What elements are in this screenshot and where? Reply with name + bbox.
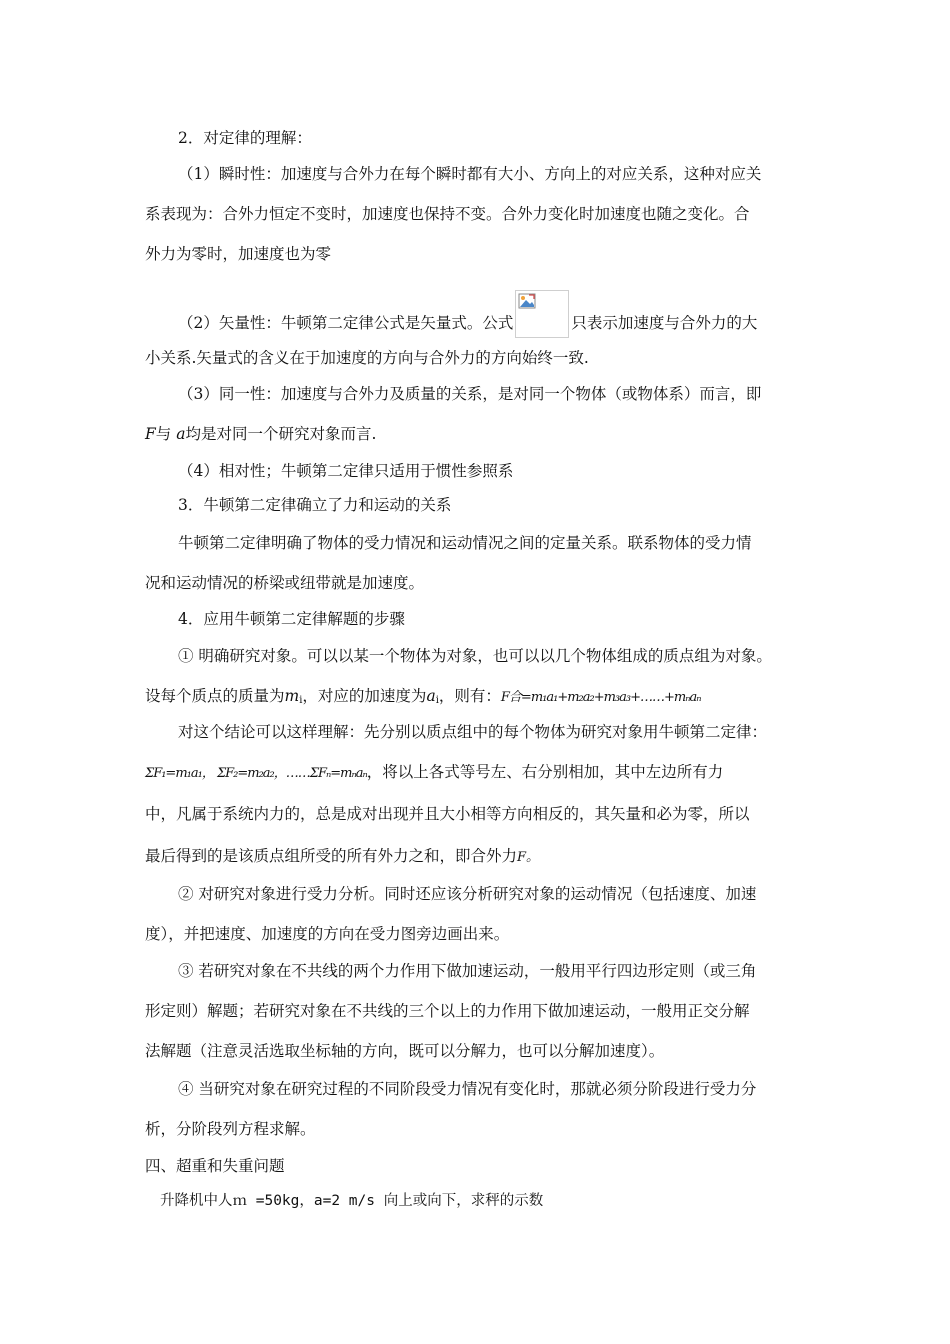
formula-sum-mass-acceleration: F合=m₁a₁+m₂a₂+m₃a₃+……+mₙaₙ [500, 690, 701, 705]
step4-line1: ④ 当研究对象在研究过程的不同阶段受力情况有变化时，那就必须分阶段进行受力分 [178, 1080, 757, 1098]
paragraph-identity-line1: （3）同一性：加速度与合外力及质量的关系，是对同一个物体（或物体系）而言，即 [178, 385, 762, 403]
identity-mid: 与 [155, 425, 172, 443]
explain-line4 [145, 846, 539, 868]
explain-line2-text: ，将以上各式等号左、右分别相加，其中左边所有力 [366, 763, 724, 781]
symbol-F-net: F。 [517, 850, 540, 865]
paragraph-vector-line2: 小关系.矢量式的含义在于加速度的方向与合外力的方向始终一致. [145, 349, 589, 367]
identity-rest: 均是对同一个研究对象而言. [185, 425, 377, 443]
broken-image-icon [518, 293, 536, 309]
step1-line2 [145, 686, 701, 711]
explain-line3: 中，凡属于系统内力的，总是成对出现并且大小相等方向相反的，其矢量和必为零，所以 [145, 805, 750, 823]
formula-image [515, 290, 569, 338]
explain-line4-text: 最后得到的是该质点组所受的所有外力之和，即合外力 [145, 847, 518, 865]
symbol-a: a [176, 425, 186, 443]
step3-line1: ③ 若研究对象在不共线的两个力作用下做加速运动，一般用平行四边形定则（或三角 [178, 962, 757, 980]
heading-overweight: 四、超重和失重问题 [145, 1157, 285, 1175]
heading-force-motion: 3．牛顿第二定律确立了力和运动的关系 [178, 496, 452, 514]
step3-line3: 法解题（注意灵活选取坐标轴的方向，既可以分解力，也可以分解加速度）。 [145, 1042, 665, 1060]
symbol-F: F [145, 425, 156, 443]
explain-line2 [145, 762, 723, 784]
paragraph-identity-line2 [145, 424, 376, 444]
vector-text-after: 只表示加速度与合外力的大 [571, 314, 758, 332]
vector-text-before: （2）矢量性：牛顿第二定律公式是矢量式。公式 [178, 314, 514, 332]
step4-line2: 析，分阶段列方程求解。 [145, 1120, 316, 1138]
paragraph-instantaneity-line3: 外力为零时，加速度也为零 [145, 245, 332, 263]
symbol-a-sub: i [435, 695, 439, 706]
step3-line2: 形定则）解题；若研究对象在不共线的三个以上的力作用下做加速运动，一般用正交分解 [145, 1002, 750, 1020]
step1-text: 设每个质点的质量为 [145, 687, 285, 705]
symbol-m-sub: i [299, 695, 303, 706]
paragraph-instantaneity-line2: 系表现为：合外力恒定不变时，加速度也保持不变。合外力变化时加速度也随之变化。合 [145, 205, 750, 223]
step1-tail: ，则有： [438, 687, 501, 705]
step1-mid: ，对应的加速度为 [302, 687, 427, 705]
step2-line1: ② 对研究对象进行受力分析。同时还应该分析研究对象的运动情况（包括速度、加速 [178, 885, 757, 903]
explain-line1: 对这个结论可以这样理解：先分别以质点组中的每个物体为研究对象用牛顿第二定律： [178, 723, 768, 741]
paragraph-relativity: （4）相对性；牛顿第二定律只适用于惯性参照系 [178, 462, 514, 480]
formula-each-body: ΣF₁=m₁a₁， ΣF₂=m₂a₂，……ΣFₙ=mₙaₙ [145, 766, 367, 781]
paragraph-force-motion-line2: 况和运动情况的桥梁或纽带就是加速度。 [145, 574, 425, 592]
symbol-m: m [284, 687, 300, 705]
symbol-a-i: a [426, 687, 436, 705]
step2-line2: 度），并把速度、加速度的方向在受力图旁边画出来。 [145, 925, 510, 943]
step1-line1: ① 明确研究对象。可以以某一个物体为对象，也可以以几个物体组成的质点组为对象。 [178, 647, 772, 665]
paragraph-force-motion-line1: 牛顿第二定律明确了物体的受力情况和运动情况之间的定量关系。联系物体的受力情 [178, 534, 752, 552]
heading-steps: 4．应用牛顿第二定律解题的步骤 [178, 610, 405, 628]
heading-understanding: 2．对定律的理解： [178, 129, 312, 147]
paragraph-instantaneity-line1: （1）瞬时性：加速度与合外力在每个瞬时都有大小、方向上的对应关系，这种对应关 [178, 165, 762, 183]
paragraph-vector-line1 [178, 290, 757, 338]
elevator-problem: 升降机中人ｍ =50kg，a=2 m/s 向上或向下，求秤的示数 [160, 1193, 544, 1209]
